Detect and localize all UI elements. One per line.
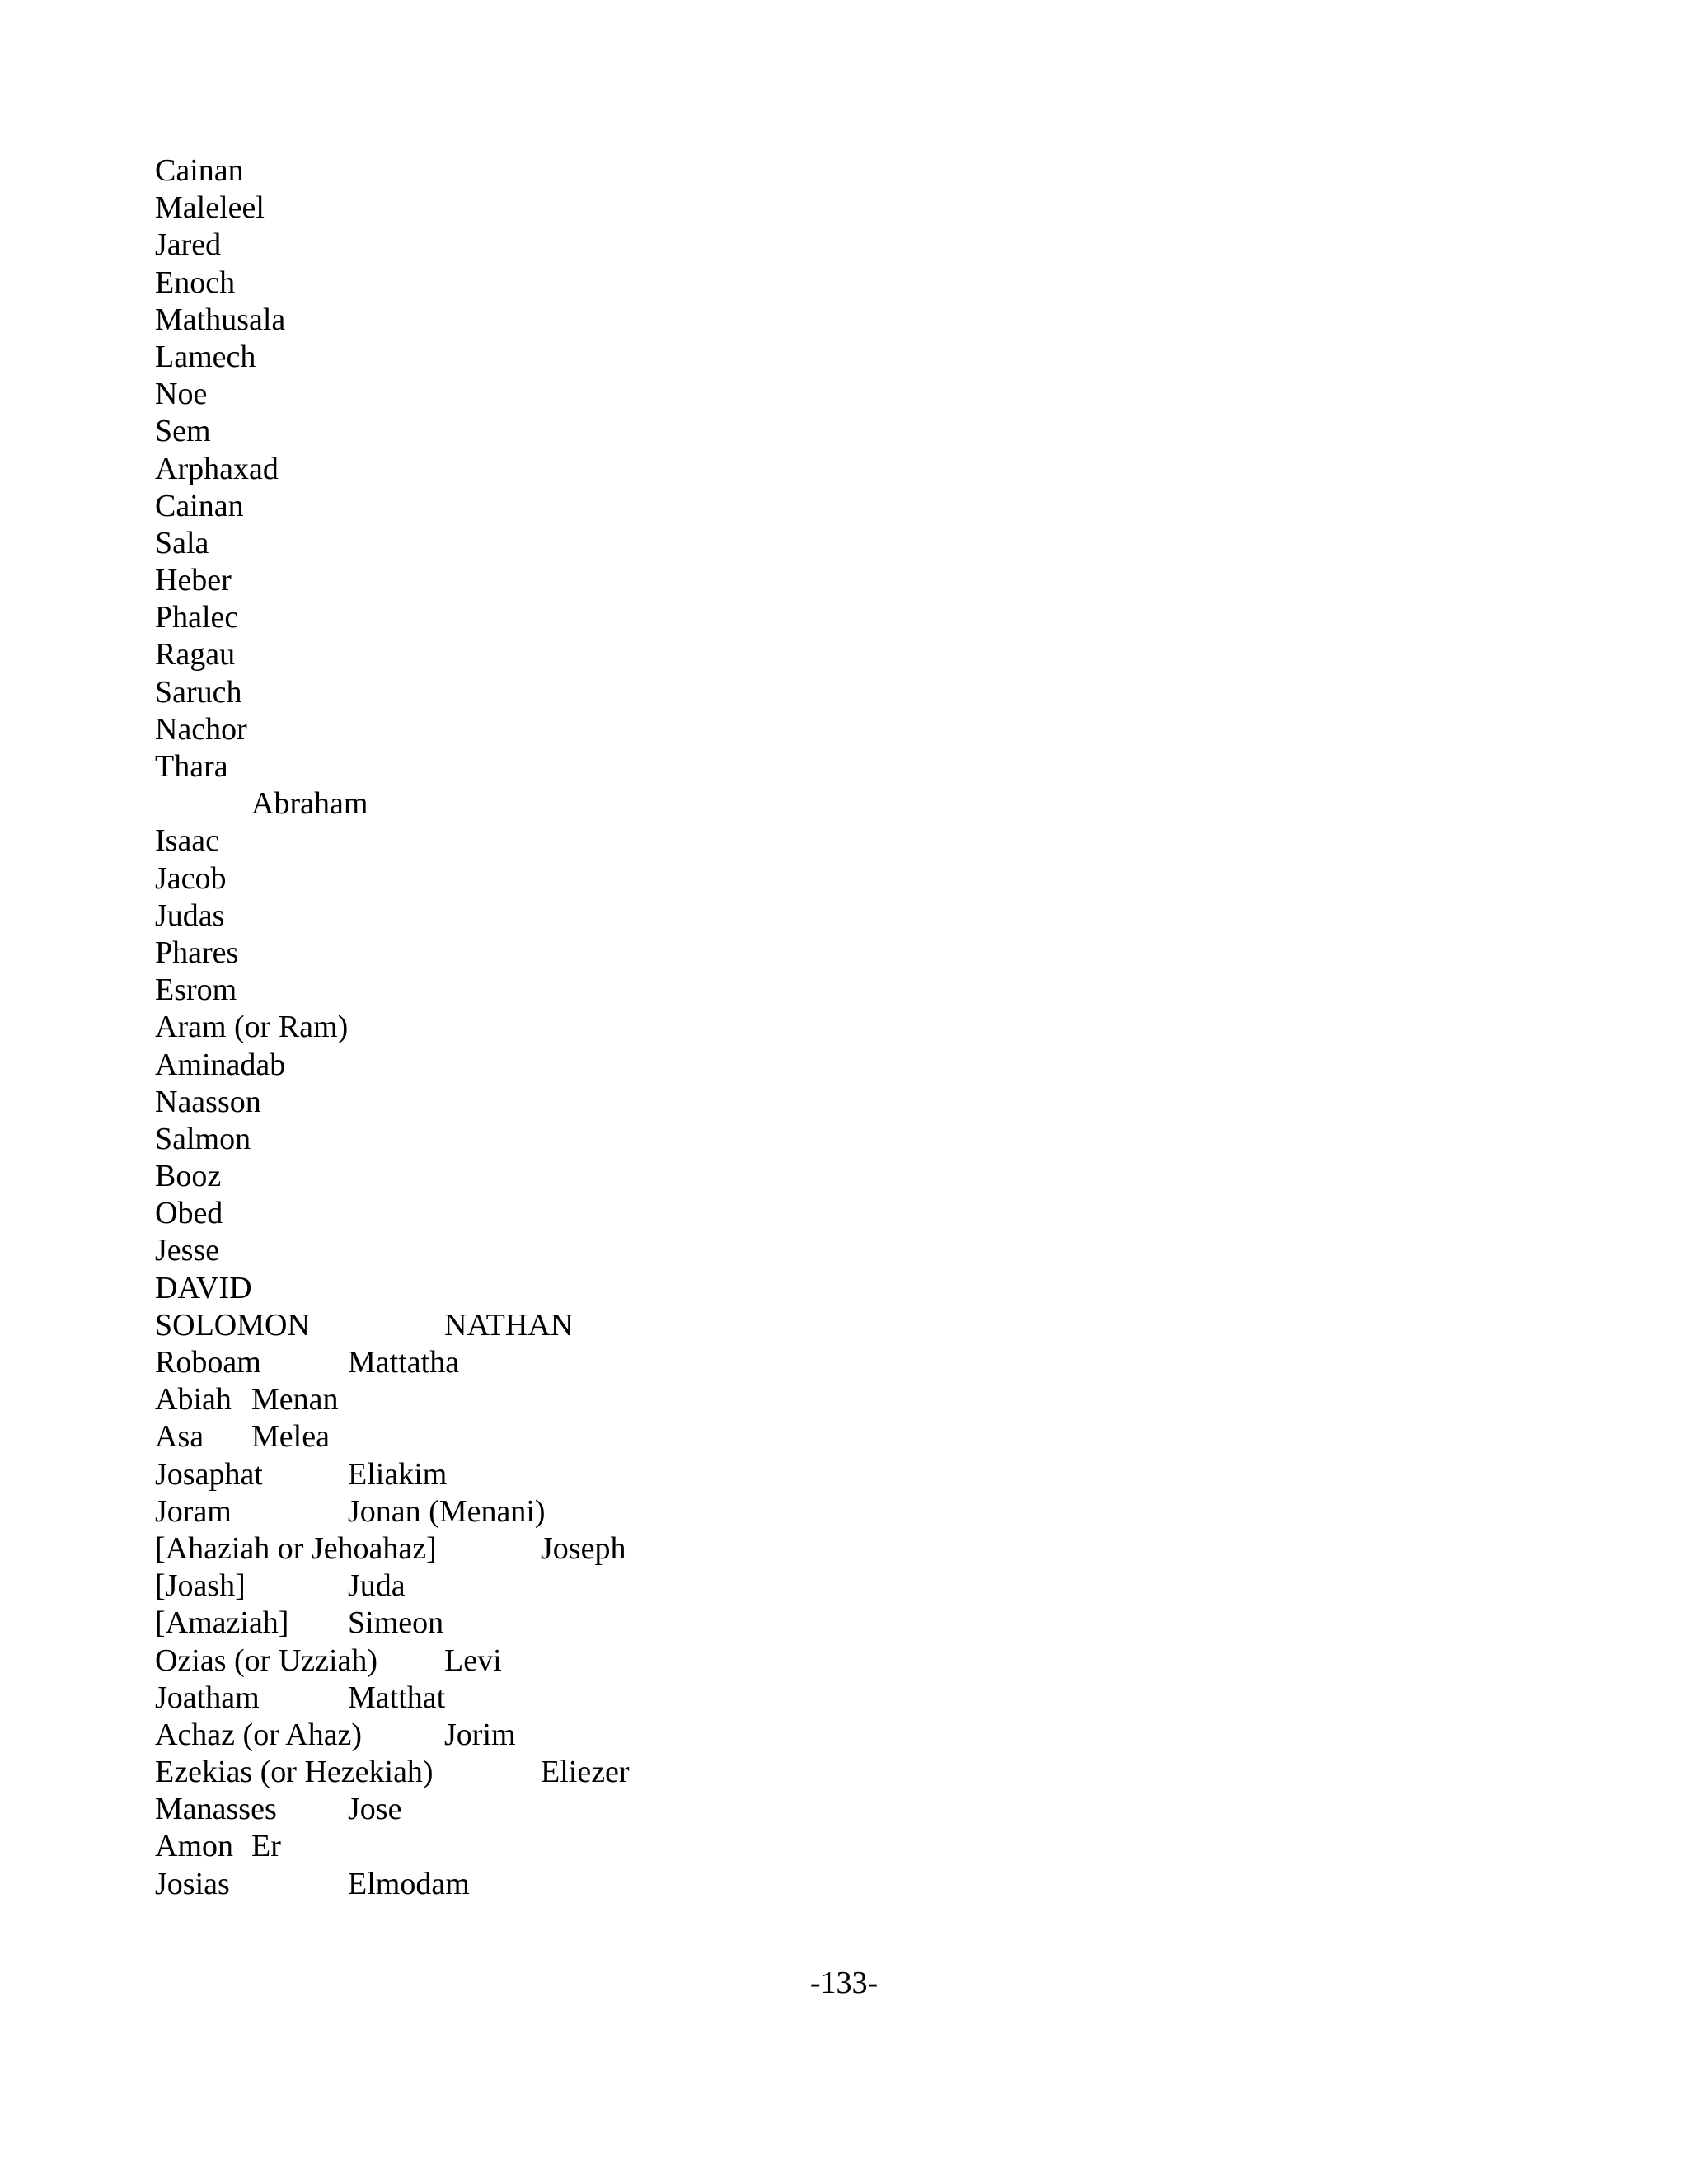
ancestor-name: Judas [155,898,225,933]
ancestor-name: Thara [155,749,228,784]
ancestor-name: Jacob [155,860,227,896]
ancestor-name-column-1: Er [251,1829,281,1864]
ancestor-name: Arphaxad [155,451,279,486]
ancestor-name: Josaphat [155,1456,263,1492]
ancestor-name: Asa [155,1419,204,1455]
ancestor-name: Cainan [155,153,244,188]
ancestor-name-column-1: Abraham [251,786,368,822]
ancestor-name: [Ahaziah or Jehoahaz] [155,1530,437,1566]
ancestor-name: Lamech [155,339,256,374]
ancestor-name-column-2: Juda [348,1568,406,1604]
ancestor-name: Noe [155,377,208,412]
ancestor-name: Jared [155,227,222,263]
ancestor-name: Ragau [155,637,236,673]
ancestor-name-column-2: Jose [348,1792,402,1827]
ancestor-name: Ezekias (or Hezekiah) [155,1755,434,1790]
ancestor-name-column-4: Eliezer [541,1755,630,1790]
ancestor-name: Saruch [155,674,242,710]
ancestor-name: Isaac [155,823,220,859]
ancestor-name: Phalec [155,600,239,635]
ancestor-name: Ozias (or Uzziah) [155,1643,378,1678]
ancestor-name: DAVID [155,1270,252,1305]
ancestor-name-column-3: NATHAN [444,1307,574,1343]
ancestor-name: Mathusala [155,302,286,337]
ancestor-name: Aram (or Ram) [155,1010,349,1045]
ancestor-name-column-2: Simeon [348,1605,444,1641]
ancestor-name-column-2: Jonan (Menani) [348,1493,546,1529]
ancestor-name: Obed [155,1196,223,1231]
ancestor-name: Manasses [155,1792,277,1827]
ancestor-name: Nachor [155,711,247,747]
ancestor-name: Heber [155,563,232,598]
ancestor-name: Cainan [155,488,244,523]
ancestor-name: Sem [155,414,211,449]
ancestor-name: Esrom [155,972,237,1008]
ancestor-name: Joatham [155,1680,260,1715]
ancestor-name-column-2: Eliakim [348,1456,448,1492]
ancestor-name-column-2: Matthat [348,1680,446,1715]
ancestor-name: Amon [155,1829,233,1864]
ancestor-name: Joram [155,1493,232,1529]
ancestor-name: Salmon [155,1121,251,1156]
ancestor-name-column-4: Joseph [541,1530,626,1566]
ancestor-name-column-1: Melea [251,1419,330,1455]
ancestor-name: [Joash] [155,1568,246,1604]
ancestor-name: SOLOMON [155,1307,310,1343]
ancestor-name: [Amaziah] [155,1605,289,1641]
ancestor-name: Achaz (or Ahaz) [155,1717,363,1752]
ancestor-name-column-3: Levi [444,1643,502,1678]
ancestor-name: Josias [155,1866,230,1901]
ancestor-name: Naasson [155,1084,261,1119]
ancestor-name: Maleleel [155,190,265,226]
ancestor-name: Abiah [155,1382,232,1418]
ancestor-name-column-2: Mattatha [348,1345,460,1380]
ancestor-name: Phares [155,935,239,970]
ancestor-name: Roboam [155,1345,261,1380]
page-number: -133- [809,1966,879,2000]
ancestor-name-column-3: Jorim [444,1717,516,1752]
ancestor-name: Sala [155,525,209,560]
ancestor-name: Enoch [155,265,236,300]
ancestor-name: Booz [155,1159,222,1194]
ancestor-name: Aminadab [155,1047,286,1082]
ancestor-name: Jesse [155,1233,220,1268]
ancestor-name-column-2: Elmodam [348,1866,470,1901]
ancestor-name-column-1: Menan [251,1382,339,1418]
